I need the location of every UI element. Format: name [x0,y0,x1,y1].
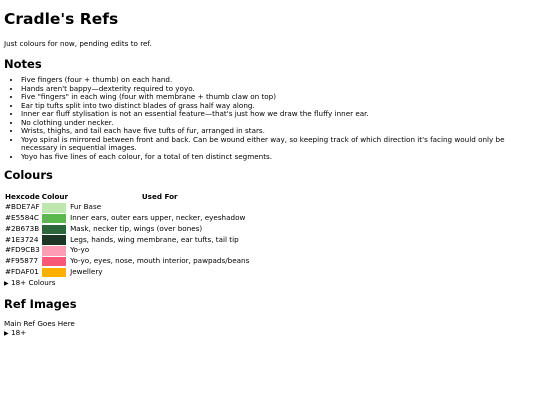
list-item: • Hands aren't bappy—dexterity required to yoyo. [21,85,536,94]
used-for-cell: Mask, necker tip, wings (over bones) [70,223,203,233]
colour-swatch [42,203,66,213]
table-row [4,245,250,256]
colour-swatch [42,257,66,267]
table-row [4,235,250,246]
used-for-cell: Legs, hands, wing membrane, ear tufts, tail tip [70,234,239,244]
colour-swatch [42,235,66,245]
details-label: 18+ [11,327,27,337]
colour-swatch [42,225,66,235]
hexcode-cell: #BDE7AF [5,202,40,212]
used-for-cell: Jewellery [70,266,103,276]
colour-swatch [42,246,66,256]
list-item: • No clothing under necker. [21,119,536,128]
colours-table [4,191,250,277]
disclosure-triangle-icon: ▶ [4,329,9,337]
intro-text: Just colours for now, pending edits to ref. [4,39,152,48]
list-item: • Ear tip tufts split into two distinct blades of grass half way along. [21,102,536,111]
details-label: 18+ Colours [11,277,56,287]
list-item: • Five fingers (four + thumb) on each hand. [21,76,536,85]
page-title: Cradle's Refs [4,10,119,28]
list-item: • Yoyo spiral is mirrored between front and back. Can be wound either way, so keeping track of which direction it's facing would only be necessary in sequential images. [21,136,536,153]
hexcode-header: Hexcode [5,192,40,202]
list-item: • Yoyo has five lines of each colour, for a total of ten distinct segments. [21,153,536,162]
used-for-cell: Yo-yo [70,245,90,255]
table-row [4,256,250,267]
hexcode-cell: #F95877 [5,256,39,266]
colours-18plus-toggle[interactable] [4,278,536,288]
table-row [4,267,250,278]
hexcode-cell: #2B673B [5,223,40,233]
list-item: • Wrists, thighs, and tail each have five tufts of fur, arranged in stars. [21,127,536,136]
colour-swatch [42,268,66,278]
used-for-header: Used For [141,192,178,202]
hexcode-cell: #1E3724 [5,234,39,244]
used-for-cell: Inner ears, outer ears upper, necker, eyeshadow [70,213,246,223]
disclosure-triangle-icon: ▶ [4,279,9,287]
colours-heading: Colours [4,168,53,183]
table-row [4,202,250,213]
list-item: • Five "fingers" in each wing (four with membrane + thumb claw on top) [21,93,536,102]
colour-swatch [42,214,66,224]
used-for-cell: Fur Base [70,202,102,212]
used-for-cell: Yo-yo, eyes, nose, mouth interior, pawpads/beans [70,256,250,266]
hexcode-cell: #FDAF01 [5,266,39,276]
hexcode-cell: #FD9CB3 [5,245,40,255]
table-header-row [4,191,250,202]
colour-header: Colour [41,192,69,202]
list-item: • Inner ear fluff stylisation is not an essential feature—that's just how we draw the fluffy inner ear. [21,110,536,119]
hexcode-cell: #E5584C [5,213,39,223]
notes-list [4,76,536,161]
main-ref-text: Main Ref Goes Here [4,318,75,328]
ref-images-heading: Ref Images [4,296,77,311]
ref-images-18plus-toggle[interactable] [4,328,536,338]
notes-heading: Notes [4,57,42,71]
table-row [4,224,250,235]
table-row [4,213,250,224]
